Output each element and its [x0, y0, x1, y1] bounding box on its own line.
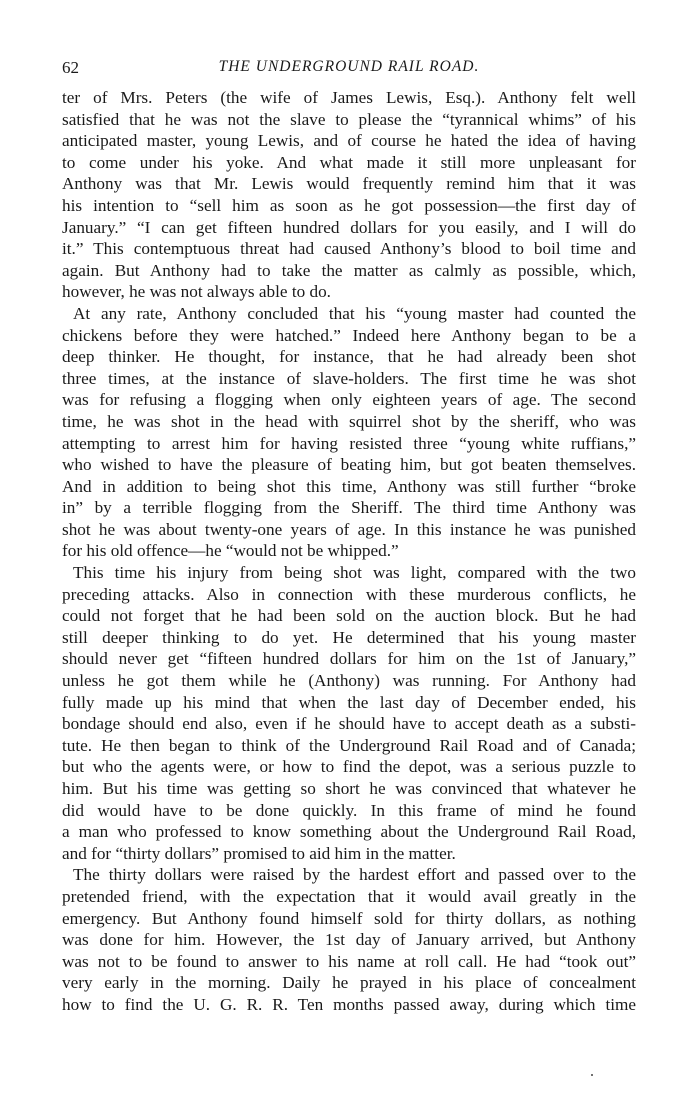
- text-line: was for refusing a flogging when only eighteen years of age. The second: [62, 390, 636, 410]
- text-line: in” by a terrible flogging from the Sheriff. The third time Anthony was: [62, 498, 636, 518]
- text-line: still deeper thinking to do yet. He determined that his young master: [62, 627, 636, 647]
- text-line: again. But Anthony had to take the matter as calmly as possible, which,: [62, 260, 636, 280]
- text-line: and for “thirty dollars” promised to aid him in the matter.: [62, 843, 456, 863]
- text-line: to come under his yoke. And what made it still more unpleasant for: [62, 152, 636, 172]
- text-line: was not to be found to answer to his name at roll call. He had “took out”: [62, 951, 636, 971]
- text-line: shot he was about twenty-one years of age. In this instance he was punished: [62, 519, 636, 539]
- paragraph: [62, 87, 636, 303]
- text-line: At any rate, Anthony concluded that his “young master had counted the: [73, 303, 636, 323]
- text-line: him. But his time was getting so short he was convinced that whatever he: [62, 779, 636, 798]
- text-line: should never get “fifteen hundred dollars for him on the 1st of January,”: [62, 649, 636, 669]
- text-line: his intention to “sell him as soon as he got possession—the first day of: [62, 195, 636, 215]
- paragraph: [62, 562, 636, 864]
- running-title: THE UNDERGROUND RAIL ROAD.: [218, 58, 480, 75]
- text-line: three times, at the instance of slave-holders. The first time he was shot: [62, 368, 636, 388]
- text-line: chickens before they were hatched.” Indeed here Anthony began to be a: [62, 325, 636, 345]
- text-line: did would have to be done quickly. In this frame of mind he found: [62, 800, 636, 820]
- running-header: [62, 58, 636, 82]
- text-line: unless he got them while he (Anthony) was running. For Anthony had: [62, 671, 636, 691]
- text-line: deep thinker. He thought, for instance, that he had already been shot: [62, 347, 636, 367]
- text-line: pretended friend, with the expectation that it would avail greatly in the: [62, 886, 636, 906]
- text-line: satisfied that he was not the slave to please the “tyrannical whims” of his: [62, 109, 636, 129]
- text-line: Anthony was that Mr. Lewis would frequently remind him that it was: [62, 174, 636, 194]
- text-line: ter of Mrs. Peters (the wife of James Lewis, Esq.). Anthony felt well: [62, 88, 636, 107]
- page-body-text: [62, 87, 636, 1016]
- text-line: was done for him. However, the 1st day of January arrived, but Anthony: [62, 930, 636, 950]
- text-line: a man who professed to know something about the Underground Rail Road,: [62, 822, 636, 842]
- text-line: very early in the morning. Daily he prayed in his place of concealment: [62, 973, 636, 993]
- text-line: tute. He then began to think of the Underground Rail Road and of Canada;: [62, 735, 636, 755]
- text-line: January.” “I can get fifteen hundred dollars for you easily, and I will do: [62, 217, 636, 237]
- text-line: emergency. But Anthony found himself sold for thirty dollars, as nothing: [62, 908, 636, 928]
- text-line: could not forget that he had been sold on the auction block. But he had: [62, 606, 636, 626]
- text-line: anticipated master, young Lewis, and of course he hated the idea of having: [62, 131, 636, 151]
- paragraph: [62, 864, 636, 1015]
- text-line: but who the agents were, or how to find the depot, was a serious puzzle to: [62, 757, 636, 777]
- text-line: And in addition to being shot this time, Anthony was still further “broke: [62, 476, 636, 496]
- paragraph: [62, 303, 636, 562]
- text-line: however, he was not always able to do.: [62, 282, 331, 302]
- text-line: fully made up his mind that when the last day of December ended, his: [62, 692, 636, 712]
- printer-mark: [591, 1074, 593, 1076]
- text-line: time, he was shot in the head with squirrel shot by the sheriff, who was: [62, 411, 636, 431]
- text-line: it.” This contemptuous threat had caused Anthony’s blood to boil time and: [62, 239, 636, 259]
- text-line: for his old offence—he “would not be whipped.”: [62, 541, 399, 561]
- text-line: preceding attacks. Also in connection with these murderous conflicts, he: [62, 584, 636, 604]
- text-line: attempting to arrest him for having resisted three “young white ruffians,”: [62, 433, 636, 453]
- text-line: how to find the U. G. R. R. Ten months passed away, during which time: [62, 994, 636, 1014]
- text-line: The thirty dollars were raised by the hardest effort and passed over to the: [73, 865, 636, 885]
- page-number: 62: [62, 58, 79, 77]
- text-line: bondage should end also, even if he should have to accept death as a substi-: [62, 714, 636, 734]
- text-line: This time his injury from being shot was light, compared with the two: [73, 563, 636, 583]
- text-line: who wished to have the pleasure of beating him, but got beaten themselves.: [62, 455, 636, 475]
